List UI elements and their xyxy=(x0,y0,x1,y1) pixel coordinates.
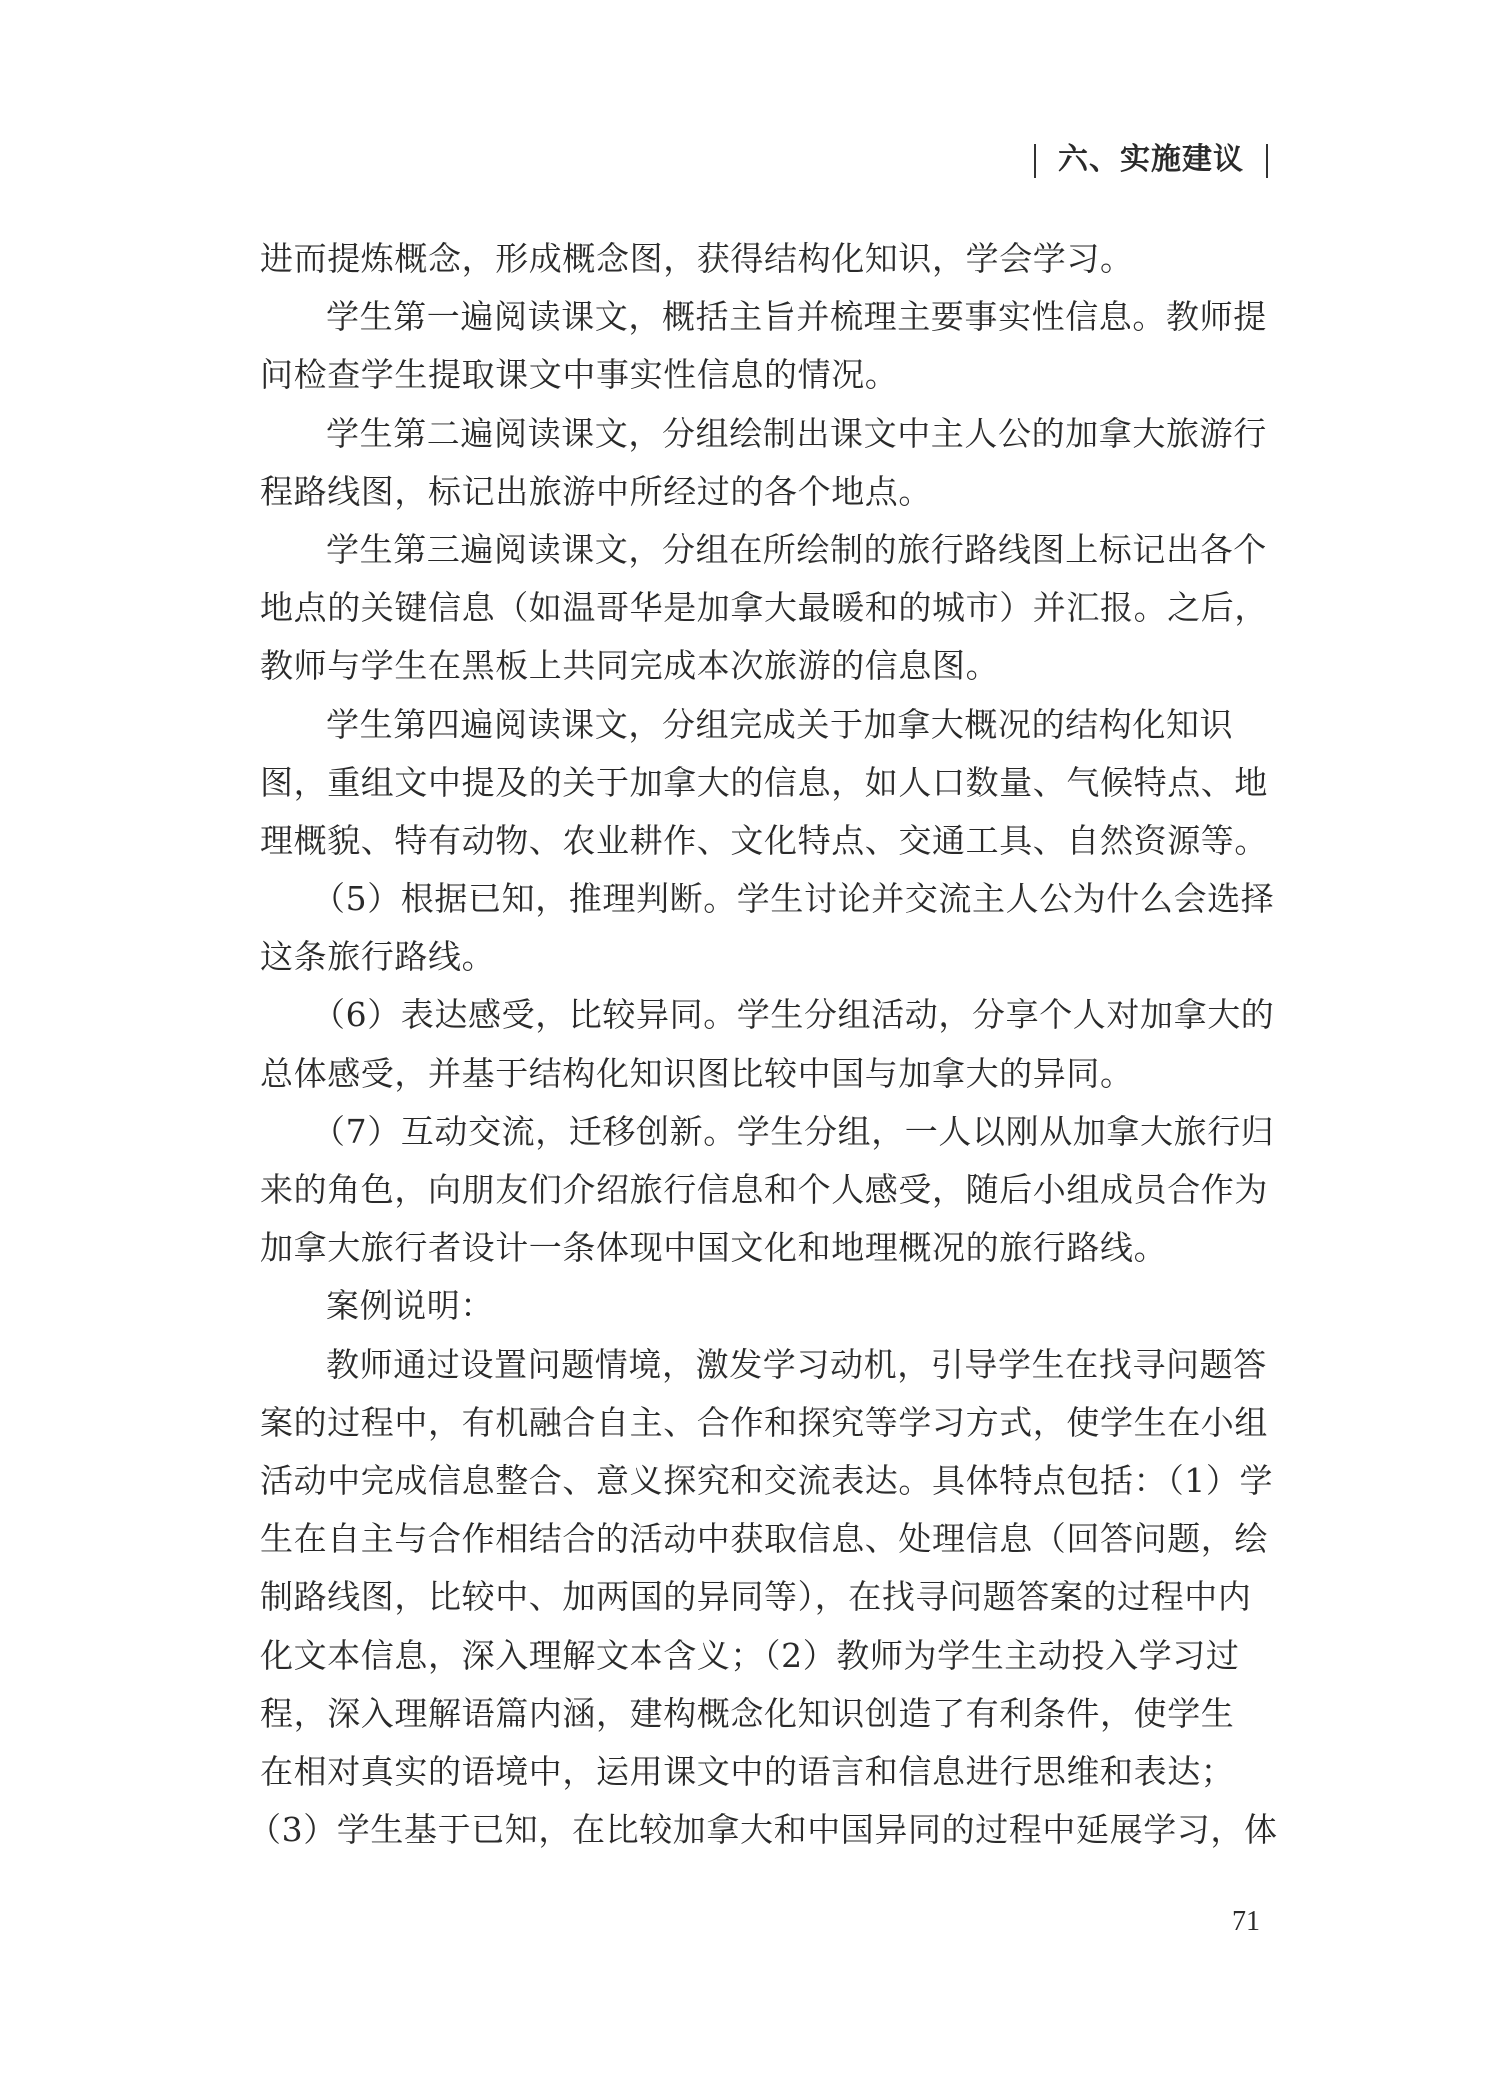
text-line: 教师通过设置问题情境，激发学习动机，引导学生在找寻问题答 xyxy=(326,1344,1267,1384)
page-number: 71 xyxy=(1232,1906,1260,1937)
text-line: 学生第三遍阅读课文，分组在所绘制的旅行路线图上标记出各个 xyxy=(326,529,1267,569)
text-line: 学生第二遍阅读课文，分组绘制出课文中主人公的加拿大旅游行 xyxy=(326,413,1267,453)
text-line: 理概貌、特有动物、农业耕作、文化特点、交通工具、自然资源等。 xyxy=(260,820,1268,860)
text-line: 程路线图，标记出旅游中所经过的各个地点。 xyxy=(260,471,932,511)
text-line: 加拿大旅行者设计一条体现中国文化和地理概况的旅行路线。 xyxy=(260,1228,1168,1268)
text-line: 案例说明： xyxy=(326,1286,494,1326)
text-line: 地点的关键信息（如温哥华是加拿大最暖和的城市）并汇报。之后， xyxy=(260,588,1268,628)
text-line: 案的过程中，有机融合自主、合作和探究等学习方式，使学生在小组 xyxy=(260,1402,1268,1442)
body-text xyxy=(248,230,1278,1859)
text-line: 学生第四遍阅读课文，分组完成关于加拿大概况的结构化知识 xyxy=(326,704,1234,744)
text-line: （6）表达感受，比较异同。学生分组活动，分享个人对加拿大的 xyxy=(312,995,1275,1035)
text-line: 教师与学生在黑板上共同完成本次旅游的信息图。 xyxy=(260,646,1000,686)
text-line: （3）学生基于已知，在比较加拿大和中国异同的过程中延展学习，体 xyxy=(248,1810,1278,1850)
text-line: 问检查学生提取课文中事实性信息的情况。 xyxy=(260,355,899,395)
text-line: 来的角色，向朋友们介绍旅行信息和个人感受，随后小组成员合作为 xyxy=(260,1170,1268,1209)
text-line: 活动中完成信息整合、意义探究和交流表达。具体特点包括：（1）学 xyxy=(260,1460,1274,1500)
text-line: 程，深入理解语篇内涵，建构概念化知识创造了有利条件，使学生 xyxy=(260,1693,1235,1733)
text-line: （5）根据已知，推理判断。学生讨论并交流主人公为什么会选择 xyxy=(312,879,1275,919)
text-line: 图，重组文中提及的关于加拿大的信息，如人口数量、气候特点、地 xyxy=(260,762,1268,802)
running-header xyxy=(1034,140,1268,180)
text-line: 在相对真实的语境中，运用课文中的语言和信息进行思维和表达； xyxy=(260,1751,1235,1791)
text-line: 总体感受，并基于结构化知识图比较中国与加拿大的异同。 xyxy=(260,1053,1134,1093)
text-line: 化文本信息，深入理解文本含义；（2）教师为学生主动投入学习过 xyxy=(260,1635,1240,1675)
text-line: 制路线图，比较中、加两国的异同等），在找寻问题答案的过程中内 xyxy=(260,1577,1252,1617)
text-line: 生在自主与合作相结合的活动中获取信息、处理信息（回答问题，绘 xyxy=(260,1519,1268,1559)
header-divider-left xyxy=(1034,144,1036,178)
text-line: 学生第一遍阅读课文，概括主旨并梳理主要事实性信息。教师提 xyxy=(326,297,1267,337)
section-title: 六、实施建议 xyxy=(1058,142,1244,177)
text-line: 这条旅行路线。 xyxy=(260,937,496,977)
header-divider-right xyxy=(1266,144,1268,178)
text-line: 进而提炼概念，形成概念图，获得结构化知识，学会学习。 xyxy=(260,239,1134,278)
text-line: （7）互动交流，迁移创新。学生分组，一人以刚从加拿大旅行归 xyxy=(312,1111,1275,1151)
